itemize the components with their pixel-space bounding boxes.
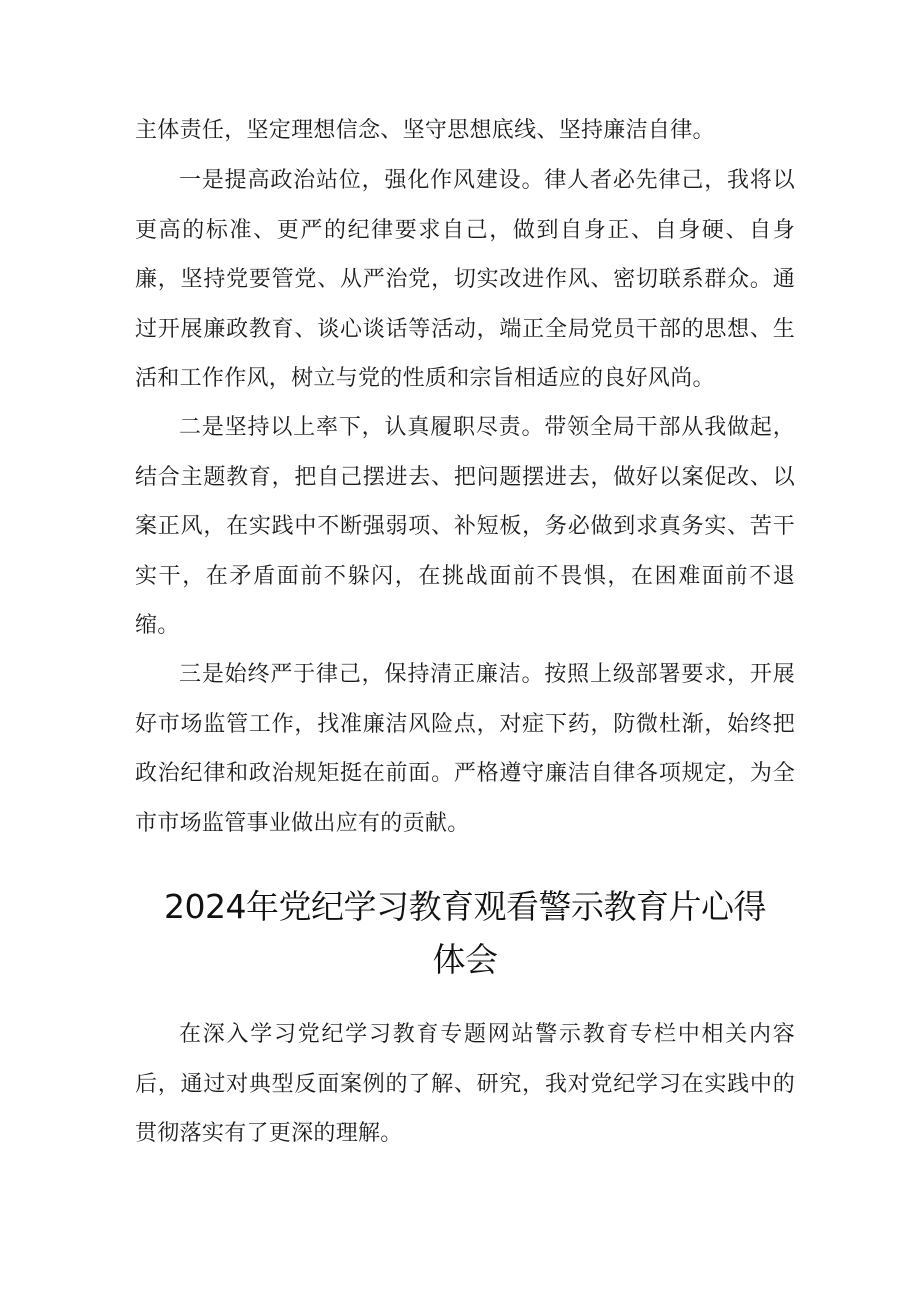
continuation-paragraph: 主体责任，坚定理想信念、坚守思想底线、坚持廉洁自律。 — [135, 118, 715, 143]
intro-paragraph: 在深入学习党纪学习教育专题网站警示教育专栏中相关内容后，通过对典型反面案例的了解、研究，我对党纪学习在实践中的贯彻落实有了更深的理解。 — [135, 1022, 795, 1147]
title-line-2: 体会 — [432, 940, 498, 979]
page-title — [130, 880, 800, 986]
point-three-paragraph: 三是始终严于律己，保持清正廉洁。按照上级部署要求，开展好市场监管工作，找准廉洁风险点，对症下药，防微杜渐，始终把政治纪律和政治规矩挺在前面。严格遵守廉洁自律各项规定，为全市市场监管事业做出应有的贡献。 — [135, 662, 795, 836]
point-two-paragraph: 二是坚持以上率下，认真履职尽责。带领全局干部从我做起，结合主题教育，把自己摆进去、把问题摆进去，做好以案促改、以案正风，在实践中不断强弱项、补短板，务必做到求真务实、苦干实干，在矛盾面前不躲闪，在挑战面前不畏惧，在困难面前不退缩。 — [135, 415, 795, 639]
title-line-1: 2024年党纪学习教育观看警示教育片心得 — [164, 887, 766, 926]
point-one-paragraph: 一是提高政治站位，强化作风建设。律人者必先律己，我将以更高的标准、更严的纪律要求自己，做到自身正、自身硬、自身廉，坚持党要管党、从严治党，切实改进作风、密切联系群众。通过开展廉政教育、谈心谈话等活动，端正全局党员干部的思想、生活和工作作风，树立与党的性质和宗旨相适应的良好风尚。 — [135, 168, 795, 392]
